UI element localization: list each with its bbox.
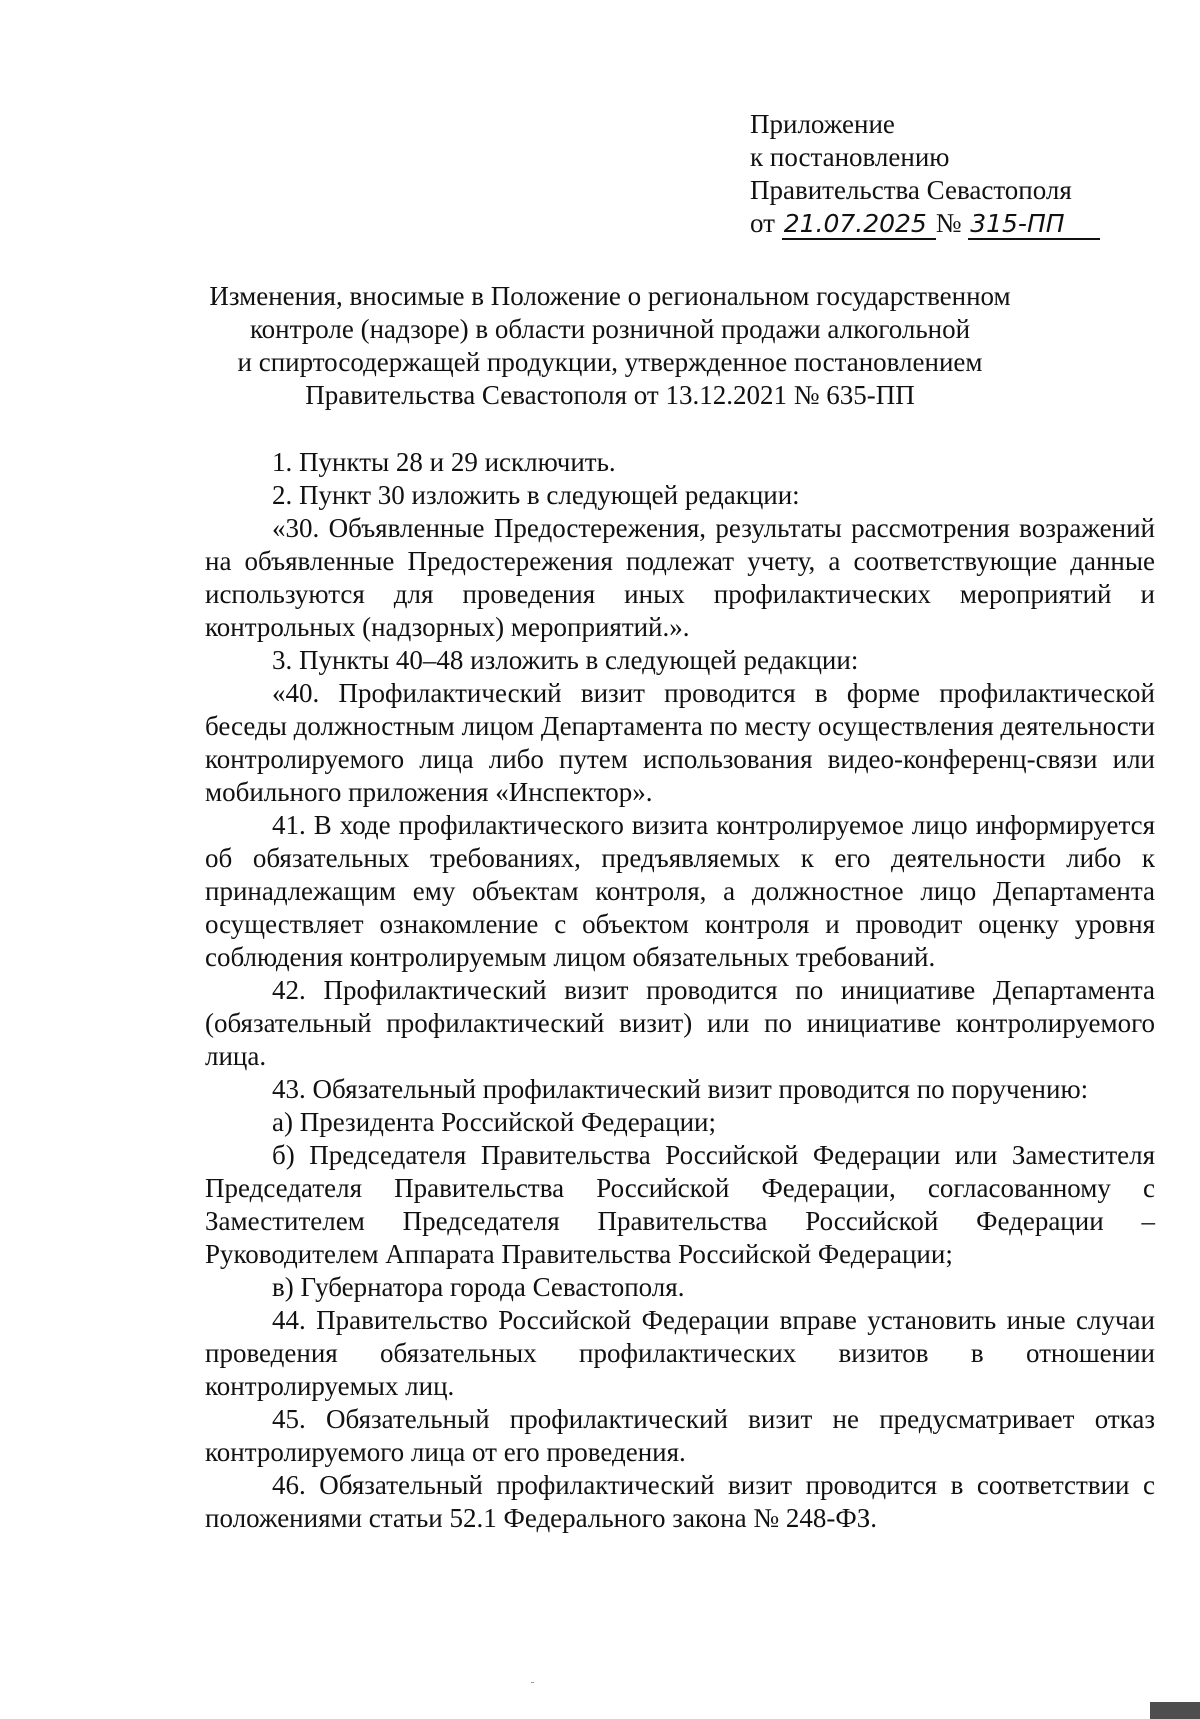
paragraph: в) Губернатора города Севастополя. bbox=[272, 1272, 685, 1302]
date-prefix: от bbox=[750, 208, 775, 238]
title-line: контроле (надзоре) в области розничной продажи алкогольной bbox=[249, 314, 971, 344]
paragraph: 2. Пункт 30 изложить в следующей редакции: bbox=[272, 480, 800, 510]
title-line: Правительства Севастополя от 13.12.2021 № 635-ПП bbox=[305, 380, 915, 410]
paragraph: «30. Объявленные Предостережения, результаты рассмотрения возражений на объявленные Предостережения подлежат учету, а соответствующие данные используются для проведения иных профилактических мероприятий и контрольных (надзорных) мероприятий.». bbox=[205, 513, 1155, 642]
paragraph: б) Председателя Правительства Российской Федерации или Заместителя Председателя Правительства Российской Федерации, согласованному с Заместителем Председателя Правительства Российской Федерации – Руководителем Аппарата Правительства Российской Федерации; bbox=[205, 1140, 1155, 1269]
title-line: и спиртосодержащей продукции, утвержденное постановлением bbox=[237, 347, 983, 377]
document-title bbox=[180, 280, 1040, 412]
paragraph: «40. Профилактический визит проводится в форме профилактической беседы должностным лицом Департамента по месту осуществления деятельности контролируемого лица либо путем использования видео-конференц-связи или мобильного приложения «Инспектор». bbox=[205, 678, 1155, 807]
appendix-date-number bbox=[750, 207, 1100, 240]
paragraph: 45. Обязательный профилактический визит не предусматривает отказ контролируемого лица от его проведения. bbox=[205, 1404, 1155, 1467]
paragraph: 46. Обязательный профилактический визит проводится в соответствии с положениями статьи 52.1 Федерального закона № 248-ФЗ. bbox=[205, 1470, 1155, 1533]
paragraph: 3. Пункты 40–48 изложить в следующей редакции: bbox=[272, 645, 859, 675]
paragraph: 1. Пункты 28 и 29 исключить. bbox=[272, 447, 616, 477]
paragraph: 41. В ходе профилактического визита контролируемое лицо информируется об обязательных требованиях, предъявляемых к его деятельности либо к принадлежащим ему объектам контроля, а должностное лицо Департамента осуществляет ознакомление с объектом контроля и проводит оценку уровня соблюдения контролируемым лицом обязательных требований. bbox=[205, 810, 1155, 972]
paragraph: 42. Профилактический визит проводится по инициативе Департамента (обязательный профилактический визит) или по инициативе контролируемого лица. bbox=[205, 975, 1155, 1071]
paragraph: а) Президента Российской Федерации; bbox=[272, 1107, 717, 1137]
paragraph: 44. Правительство Российской Федерации вправе установить иные случаи проведения обязательных профилактических визитов в отношении контролируемых лиц. bbox=[205, 1305, 1155, 1401]
handwritten-date: 21.07.2025 bbox=[782, 210, 936, 240]
appendix-issuer: Правительства Севастополя bbox=[750, 175, 1072, 205]
number-prefix: № bbox=[935, 208, 962, 238]
document-body bbox=[205, 446, 1155, 1535]
appendix-heading: Приложение bbox=[750, 109, 895, 139]
appendix-reference: к постановлению bbox=[750, 142, 950, 172]
title-line: Изменения, вносимые в Положение о региональном государственном bbox=[209, 281, 1011, 311]
appendix-block bbox=[750, 108, 1100, 240]
paragraph: 43. Обязательный профилактический визит проводится по поручению: bbox=[272, 1074, 1089, 1104]
scan-speck bbox=[531, 1682, 534, 1683]
handwritten-number: 315-ПП bbox=[968, 210, 1100, 240]
scan-edge-mark bbox=[1150, 1702, 1200, 1719]
